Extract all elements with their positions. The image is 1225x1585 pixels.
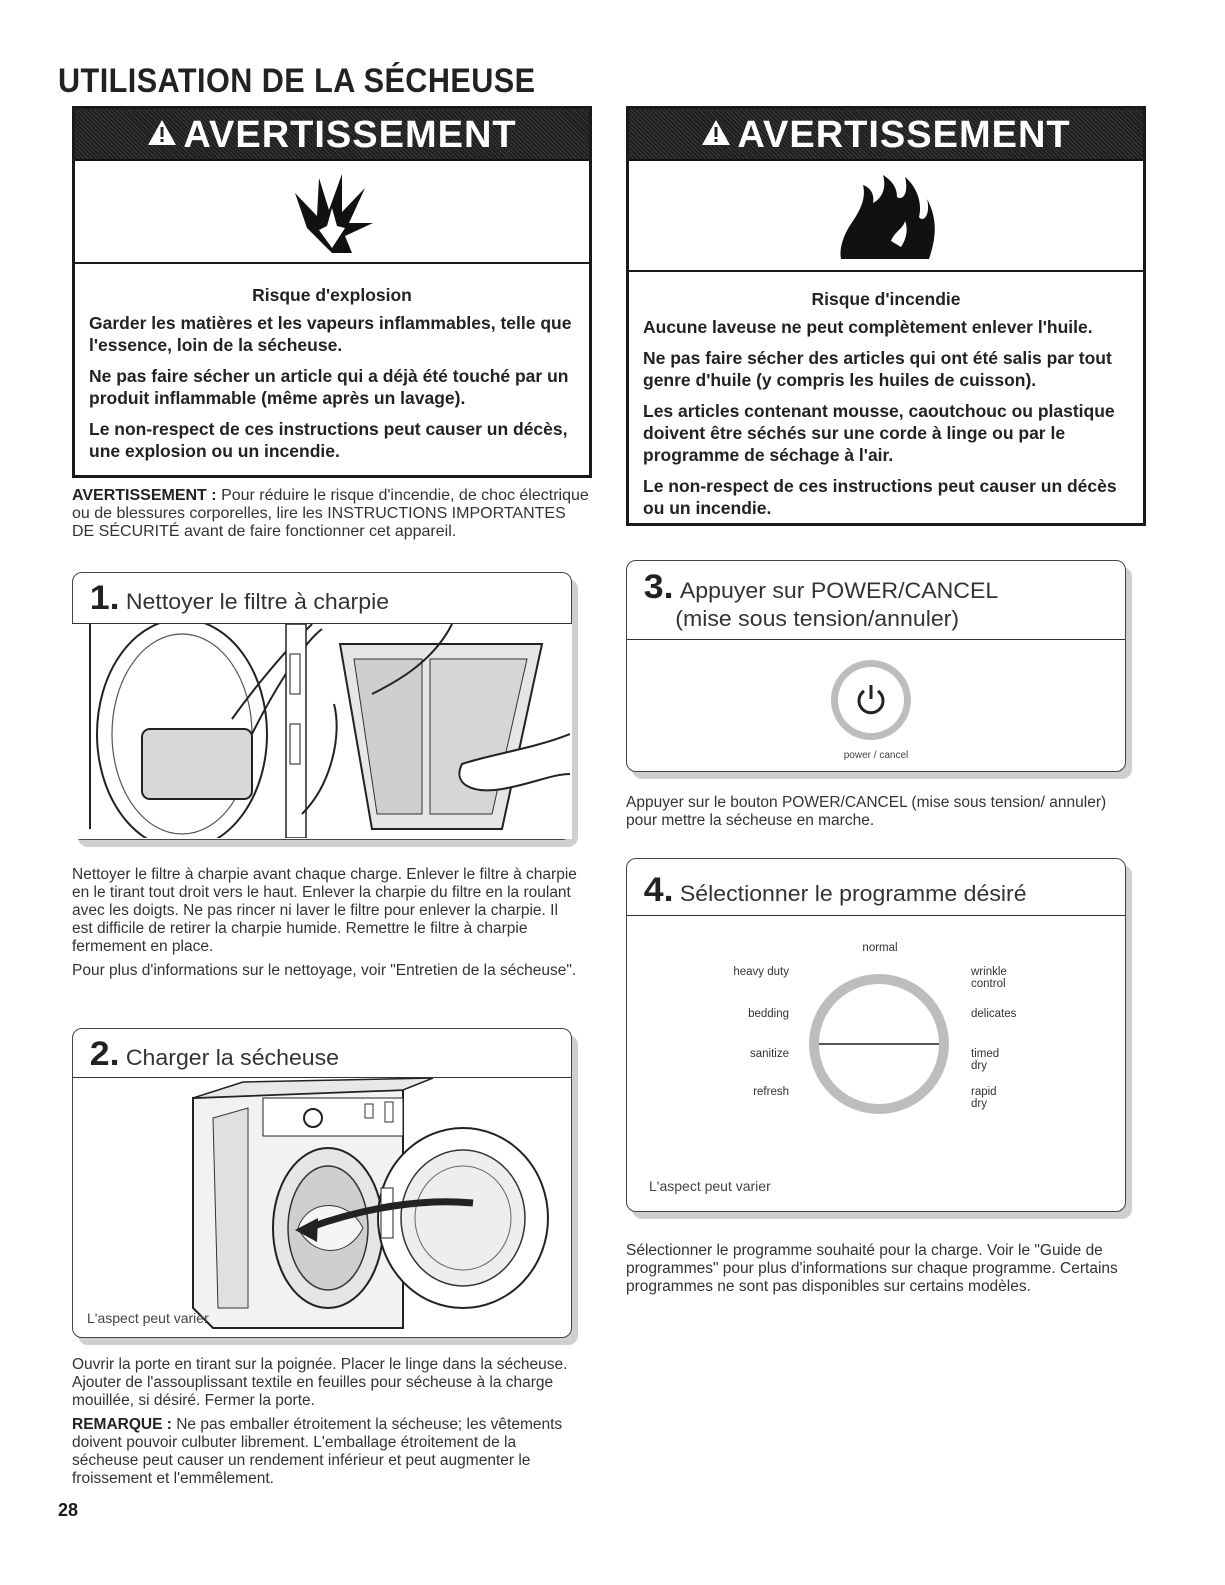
fire-icon [831, 171, 941, 261]
note [72, 1416, 582, 1488]
page-title: UTILISATION DE LA SÉCHEUSE [58, 62, 536, 100]
warning-line: Ne pas faire sécher des articles qui ont été salis par tout genre d'huile (y compris les huiles de cuisson). [643, 348, 1112, 390]
step-title-text: Appuyer sur POWER/CANCEL [679, 578, 999, 603]
step-3-panel [627, 639, 1125, 772]
safety-note-text: Pour réduire le risque d'incendie, de choc électrique ou de blessures corporelles, lire les INSTRUCTIONS IMPORTANTES DE SÉCURITÉ avant de faire fonctionner cet appareil. [72, 487, 589, 540]
paragraph: Nettoyer le filtre à charpie avant chaque charge. Enlever le filtre à charpie en le tirant tout droit vers le haut. Enlever la charpie du filtre en la roulant avec les doigts. Ne pas rincer ni laver le filtre pour enlever la charpie. Il est difficile de retirer la charpie humide. Remettre le filtre à charpie fermement en place. [72, 866, 577, 955]
step-4-text: Sélectionner le programme souhaité pour la charge. Voir le "Guide de programmes" pour plus d'informations sur chaque programme. Certains programmes ne sont pas disponibles sur certains modèles. [626, 1242, 1118, 1295]
warning-header-text: AVERTISSEMENT [737, 114, 1071, 156]
dial-option-refresh[interactable]: refresh [753, 1086, 789, 1098]
step-2-title [73, 1029, 596, 1071]
fire-icon-area [629, 161, 1143, 271]
paragraph: Pour plus d'informations sur le nettoyage, voir "Entretien de la sécheuse". [72, 962, 577, 979]
dial-option-heavy-duty[interactable]: heavy duty [733, 966, 789, 978]
step-1-title [73, 573, 596, 615]
safety-note [72, 487, 592, 541]
power-button[interactable] [831, 660, 911, 740]
safety-note-label: AVERTISSEMENT : [72, 487, 217, 504]
dial-option-wrinkle-control[interactable]: wrinkle control [971, 966, 1007, 990]
warning-box-explosion [72, 106, 592, 280]
step-number: 4. [643, 871, 674, 909]
warning-line: Ne pas faire sécher un article qui a déjà été touché par un produit inflammable (même après un lavage). [89, 366, 569, 408]
explosion-icon-area [75, 161, 589, 265]
warning-triangle-icon [701, 108, 731, 160]
explosion-icon [287, 168, 377, 258]
step-3-card [626, 560, 1126, 772]
warning-header [75, 109, 589, 161]
step-number: 3. [643, 568, 674, 606]
warning-line: Le non-respect de ces instructions peut causer un décès ou un incendie. [643, 476, 1117, 518]
warning-line: Aucune laveuse ne peut complètement enlever l'huile. [643, 317, 1093, 337]
step-title-text: Sélectionner le programme désiré [679, 881, 1027, 906]
warning-triangle-icon [147, 108, 177, 160]
warning-body-explosion [72, 262, 592, 478]
dial-option-sanitize[interactable]: sanitize [750, 1048, 789, 1060]
step-3-text: Appuyer sur le bouton POWER/CANCEL (mise sous tension/ annuler) pour mettre la sécheuse en marche. [626, 794, 1107, 829]
lint-filter-illustration [72, 624, 570, 838]
cycle-selector-dial[interactable] [809, 974, 949, 1114]
step-1-text [72, 866, 582, 986]
step-4-title [627, 859, 1150, 907]
dial-option-delicates[interactable]: delicates [971, 1008, 1017, 1020]
warning-header [629, 109, 1143, 161]
warning-line: Les articles contenant mousse, caoutchouc ou plastique doivent être séchés sur une corde à linge ou par le programme de séchage à l'air. [643, 401, 1115, 465]
paragraph: Ouvrir la porte en tirant sur la poignée. Placer le linge dans la sécheuse. Ajouter de l'assouplissant textile en feuilles pour sécheuse à la charge mouillée, si désiré. Fermer la porte. [72, 1356, 568, 1409]
warning-line: Le non-respect de ces instructions peut causer un décès, une explosion ou un incendie. [89, 419, 568, 461]
step-1-illustration [72, 623, 572, 839]
dial-option-timed-dry[interactable]: timed dry [971, 1048, 1000, 1072]
step-3-title [627, 561, 1150, 633]
step-2-illustration [73, 1077, 571, 1338]
power-icon [853, 682, 889, 718]
page-number: 28 [58, 1500, 79, 1520]
dial-option-bedding[interactable]: bedding [748, 1008, 789, 1020]
dial-option-normal[interactable]: normal [862, 942, 898, 954]
step-title-text: Nettoyer le filtre à charpie [125, 589, 390, 614]
step-subtitle: (mise sous tension/annuler) [675, 606, 960, 631]
warning-line: Garder les matières et les vapeurs inflammables, telle que l'essence, loin de la sécheuse. [89, 313, 572, 355]
note-label: REMARQUE : [72, 1416, 172, 1433]
hazard-title: Risque d'incendie [811, 289, 961, 309]
step-2-text [72, 1356, 582, 1494]
step-number: 2. [89, 1035, 120, 1073]
step-1-card [72, 572, 572, 840]
warning-header-text: AVERTISSEMENT [183, 114, 517, 156]
dial-option-rapid-dry[interactable]: rapid dry [971, 1086, 997, 1110]
step-2-caption: L'aspect peut varier [87, 1310, 209, 1326]
dryer-illustration [73, 1078, 571, 1336]
warning-body-fire [626, 270, 1146, 526]
note-text: Ne pas emballer étroitement la sécheuse; les vêtements doivent pouvoir culbuter librement. L'emballage étroitement de la sécheuse peut causer un rendement inférieur et peut augmenter le froissement et l'emmêlement. [72, 1416, 563, 1487]
power-button-label: power / cancel [843, 750, 909, 761]
step-title-text: Charger la sécheuse [125, 1045, 340, 1070]
step-4-card [626, 858, 1126, 1212]
step-number: 1. [89, 579, 120, 617]
step-4-panel [627, 915, 1125, 1212]
hazard-title: Risque d'explosion [252, 285, 412, 305]
warning-box-fire [626, 106, 1146, 274]
step-2-card [72, 1028, 572, 1338]
step-4-caption: L'aspect peut varier [649, 1178, 771, 1194]
